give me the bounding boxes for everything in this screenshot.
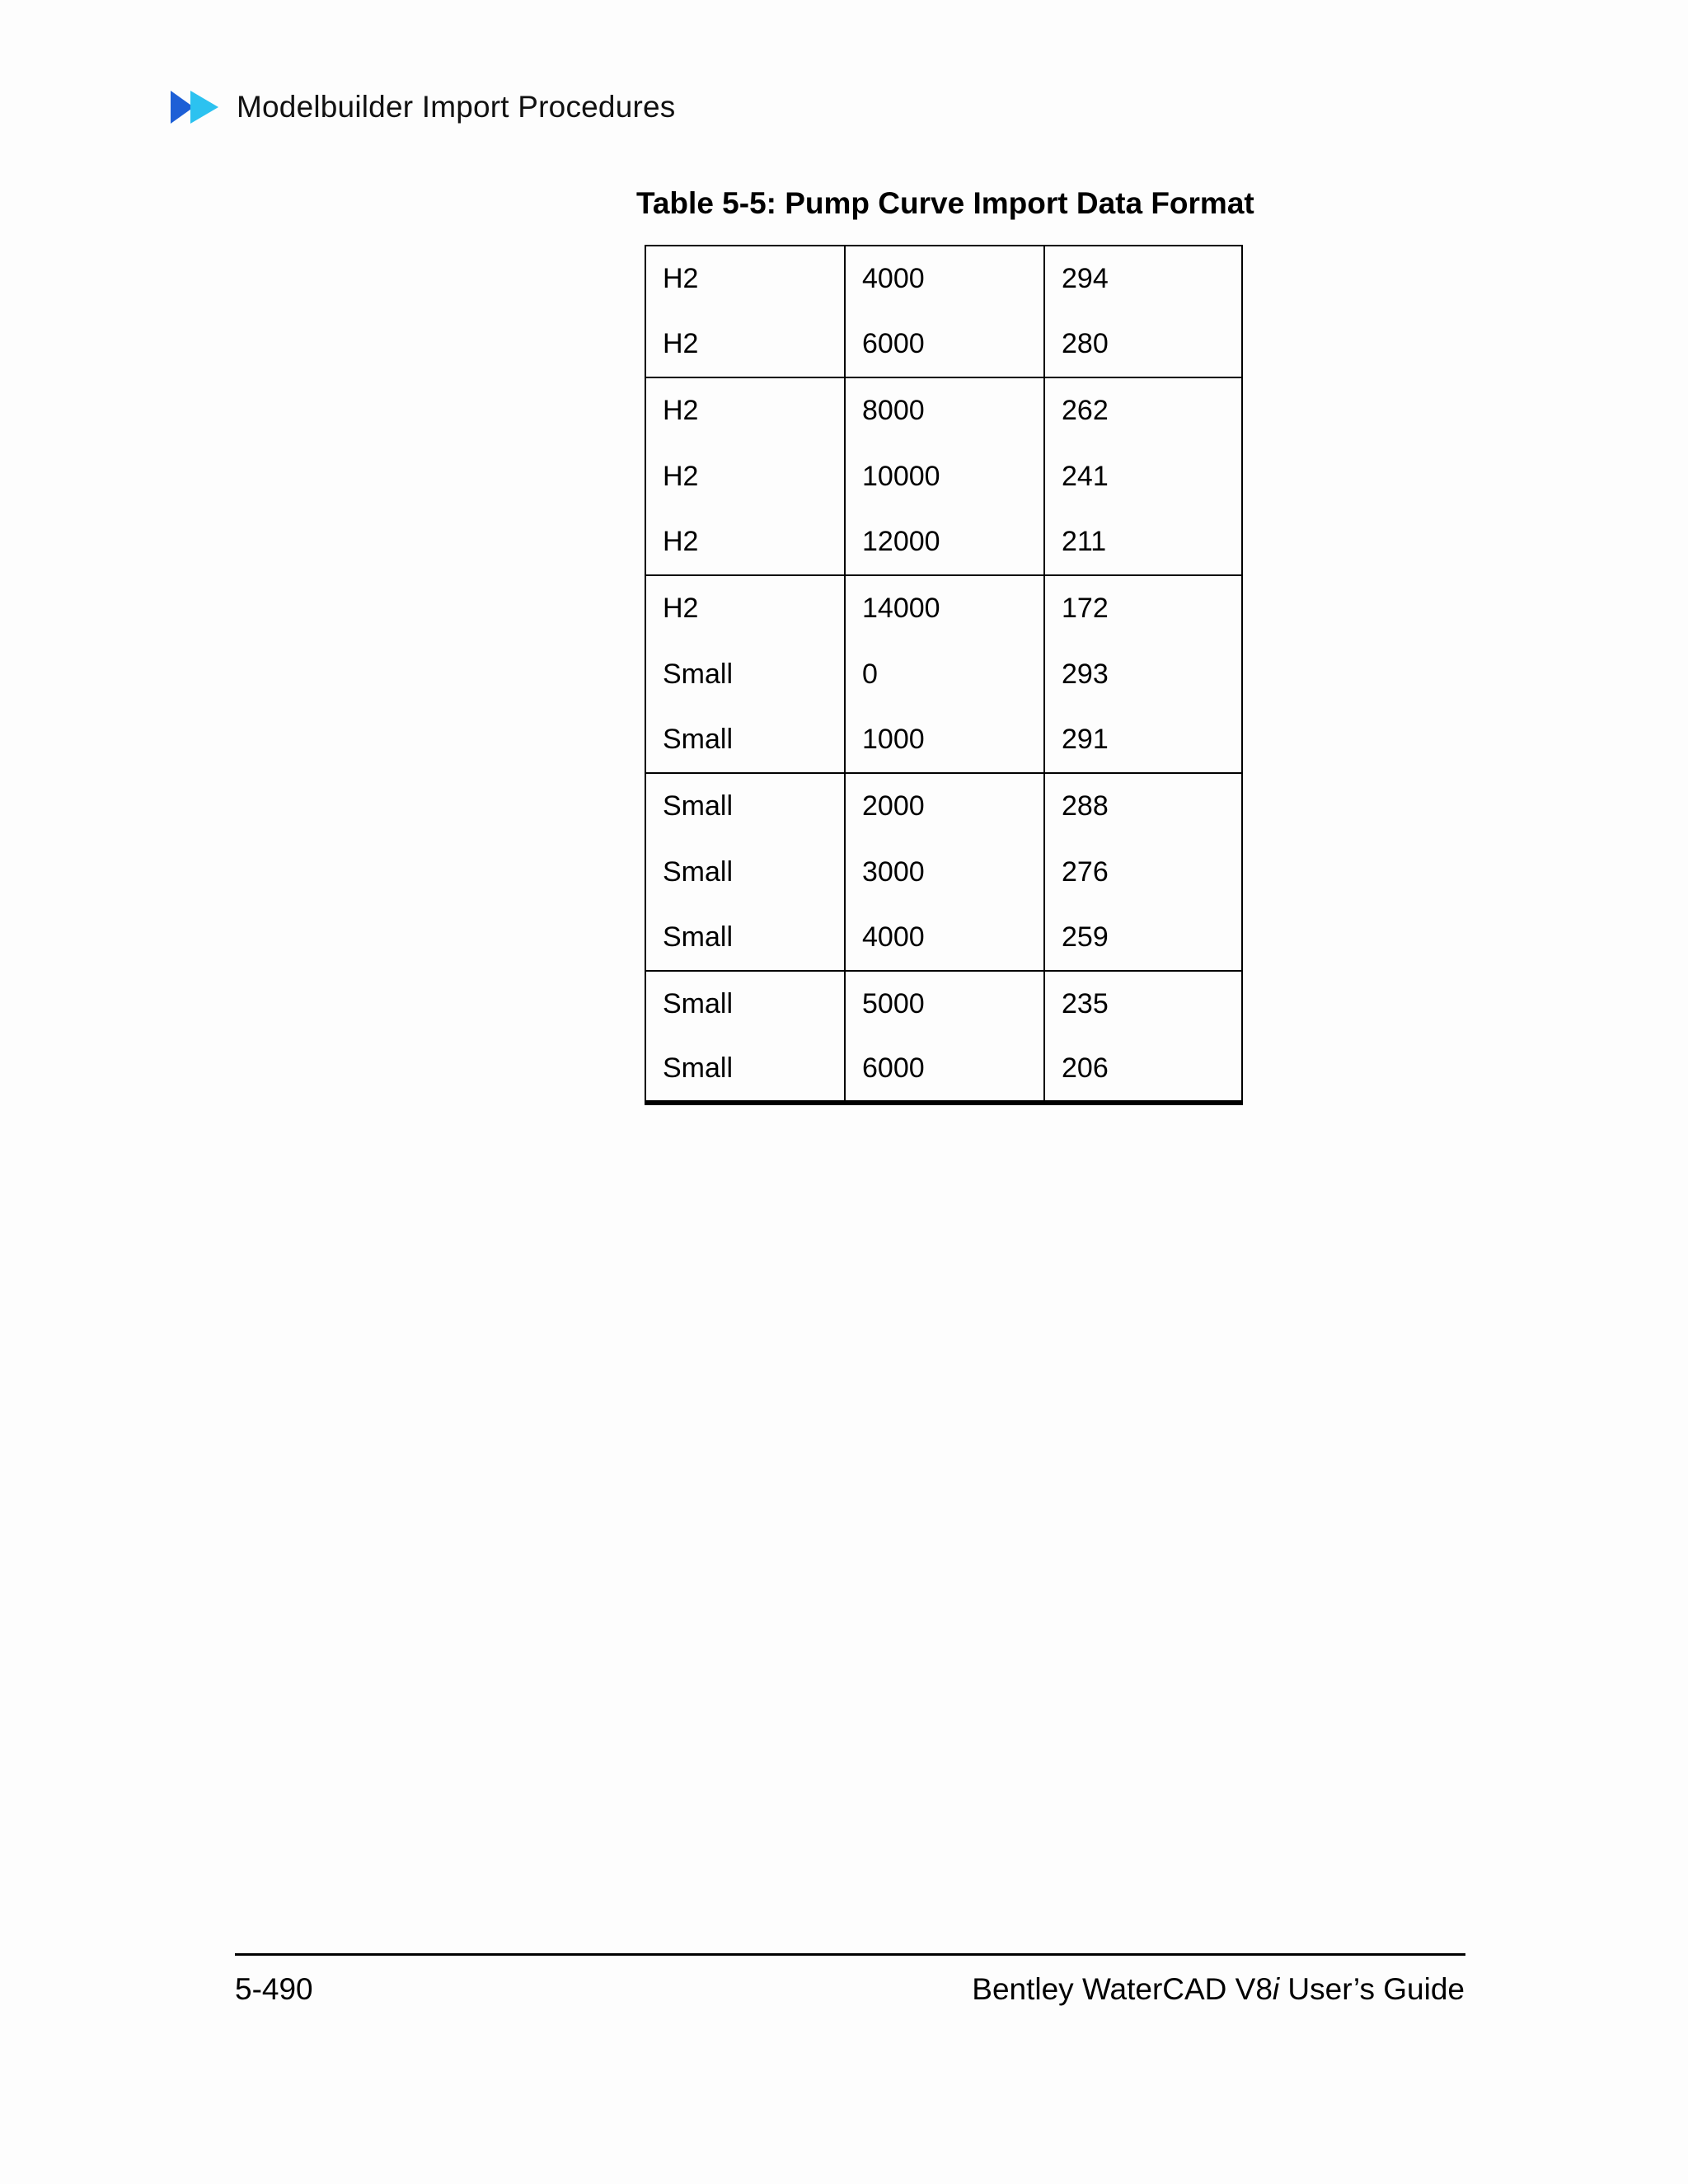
head-cell: 211	[1044, 509, 1242, 575]
table-row	[645, 443, 1242, 509]
table-row	[645, 905, 1242, 971]
table-row	[645, 971, 1242, 1037]
guide-title	[972, 1972, 1465, 2007]
head-cell: 262	[1044, 377, 1242, 443]
table-row	[645, 839, 1242, 905]
flow-cell: 4000	[845, 246, 1044, 312]
pump-name-cell: H2	[645, 575, 845, 641]
pump-name-cell: Small	[645, 1037, 845, 1103]
table-row	[645, 773, 1242, 839]
flow-cell: 5000	[845, 971, 1044, 1037]
flow-cell: 4000	[845, 905, 1044, 971]
table-row	[645, 377, 1242, 443]
table-row	[645, 1037, 1242, 1103]
guide-title-italic: i	[1272, 1972, 1280, 2006]
table-row	[645, 641, 1242, 707]
head-cell: 259	[1044, 905, 1242, 971]
flow-cell: 8000	[845, 377, 1044, 443]
table-row	[645, 312, 1242, 377]
flow-cell: 10000	[845, 443, 1044, 509]
head-cell: 291	[1044, 707, 1242, 773]
flow-cell: 1000	[845, 707, 1044, 773]
head-cell: 206	[1044, 1037, 1242, 1103]
pump-curve-table	[645, 245, 1243, 1105]
double-arrow-icon	[169, 89, 222, 125]
pump-name-cell: Small	[645, 905, 845, 971]
head-cell: 172	[1044, 575, 1242, 641]
pump-name-cell: H2	[645, 509, 845, 575]
page-header	[169, 87, 675, 127]
flow-cell: 6000	[845, 1037, 1044, 1103]
head-cell: 280	[1044, 312, 1242, 377]
section-title: Modelbuilder Import Procedures	[237, 90, 676, 124]
pump-name-cell: H2	[645, 377, 845, 443]
flow-cell: 3000	[845, 839, 1044, 905]
pump-name-cell: H2	[645, 443, 845, 509]
table-caption: Table 5-5: Pump Curve Import Data Format	[636, 186, 1254, 220]
head-cell: 293	[1044, 641, 1242, 707]
page-number: 5-490	[235, 1972, 313, 2006]
pump-name-cell: Small	[645, 971, 845, 1037]
head-cell: 241	[1044, 443, 1242, 509]
table-row	[645, 575, 1242, 641]
flow-cell: 14000	[845, 575, 1044, 641]
guide-title-prefix: Bentley WaterCAD V8	[972, 1972, 1273, 2006]
pump-name-cell: H2	[645, 246, 845, 312]
table-row	[645, 707, 1242, 773]
pump-name-cell: Small	[645, 707, 845, 773]
head-cell: 288	[1044, 773, 1242, 839]
footer-divider	[235, 1953, 1465, 1956]
head-cell: 276	[1044, 839, 1242, 905]
flow-cell: 2000	[845, 773, 1044, 839]
head-cell: 235	[1044, 971, 1242, 1037]
pump-name-cell: H2	[645, 312, 845, 377]
pump-name-cell: Small	[645, 839, 845, 905]
pump-name-cell: Small	[645, 773, 845, 839]
table-row	[645, 246, 1242, 312]
flow-cell: 0	[845, 641, 1044, 707]
guide-title-suffix: User’s Guide	[1279, 1972, 1465, 2006]
flow-cell: 12000	[845, 509, 1044, 575]
flow-cell: 6000	[845, 312, 1044, 377]
table-row	[645, 509, 1242, 575]
pump-name-cell: Small	[645, 641, 845, 707]
head-cell: 294	[1044, 246, 1242, 312]
